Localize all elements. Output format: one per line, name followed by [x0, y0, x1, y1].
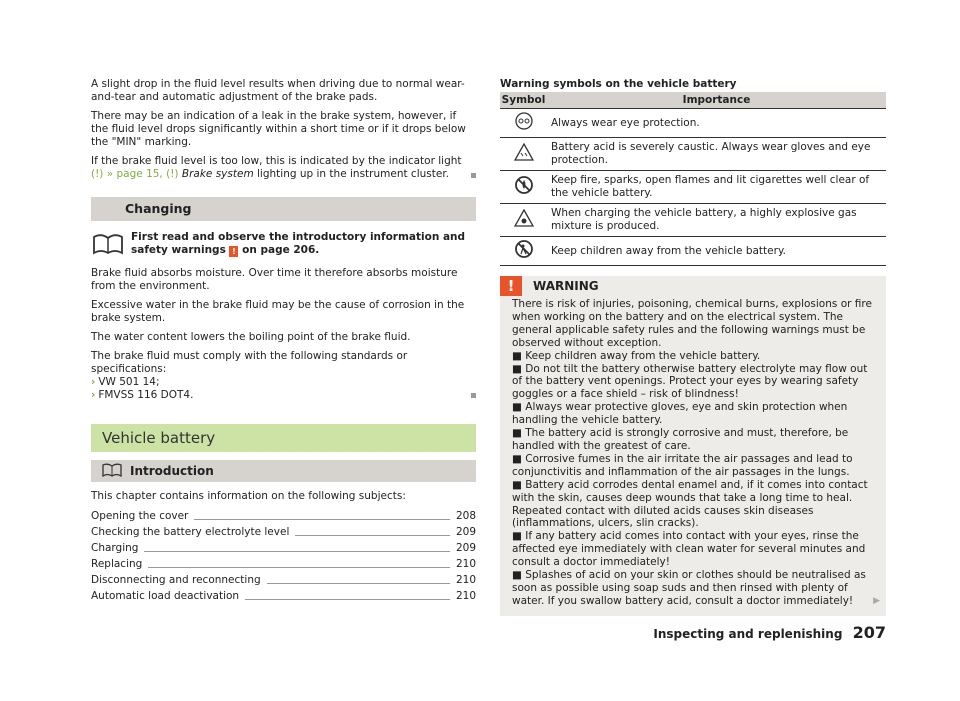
warning-header: [500, 276, 886, 296]
section-header-vehicle-battery: Vehicle battery: [91, 424, 476, 452]
row-text: Battery acid is severely caustic. Always wear gloves and eye protection.: [547, 138, 886, 171]
warning-bullet: ■ Splashes of acid on your skin or clothes should be neutralised as soon as possible using soap suds and then rinsed with plenty of water. If you swallow battery acid, consult a doctor immediately!: [512, 569, 866, 607]
warning-title: WARNING: [533, 279, 599, 293]
paragraph-leak: There may be an indication of a leak in the brake system, however, if the fluid level drops significantly within a short time or if it drops below the "MIN" marking.: [91, 110, 466, 148]
page-15-link[interactable]: » page 15,: [106, 168, 163, 180]
open-book-icon: [92, 233, 124, 255]
warning-bullet: ■ Do not tilt the battery otherwise battery electrolyte may flow out of the battery vent openings. Protect your eyes by wearing safety goggles or a face shield – risk of blindness!: [512, 362, 868, 401]
table-row: [500, 109, 886, 138]
brake-system-label: Brake system: [181, 168, 254, 180]
warning-bullet: ■ Keep children away from the vehicle battery.: [512, 349, 761, 362]
table-row: [500, 204, 886, 237]
open-book-icon: [102, 463, 122, 477]
row-text: Keep fire, sparks, open flames and lit cigarettes well clear of the vehicle battery.: [547, 171, 886, 204]
table-row: [500, 171, 886, 204]
column-header-importance: Importance: [547, 92, 886, 109]
toc-item[interactable]: Automatic load deactivation 210: [91, 590, 476, 602]
explosive-gas-icon: [514, 209, 534, 227]
row-text: When charging the vehicle battery, a highly explosive gas mixture is produced.: [547, 204, 886, 237]
warning-bullet: ■ The battery acid is strongly corrosive and must, therefore, be handled with the greatest of care.: [512, 427, 849, 452]
right-column: [500, 78, 886, 616]
toc-item[interactable]: Charging 209: [91, 542, 476, 554]
warning-bullet: ■ If any battery acid comes into contact with your eyes, rinse the affected eye immediately with clean water for several minutes and consult a doctor immediately!: [512, 530, 866, 569]
paragraph-boiling: The water content lowers the boiling point of the brake fluid.: [91, 331, 411, 343]
row-text: Keep children away from the vehicle battery.: [547, 237, 886, 266]
warning-body: [500, 296, 886, 608]
column-header-symbol: Symbol: [500, 92, 547, 109]
warning-icon: !: [229, 246, 238, 257]
footer-section-title: Inspecting and replenishing: [653, 627, 843, 641]
left-column: [91, 78, 476, 603]
chevron-right-icon: ›: [91, 376, 96, 388]
paragraph-corrosion: Excessive water in the brake fluid may be the cause of corrosion in the brake system.: [91, 299, 465, 324]
warning-symbols-table: [500, 92, 886, 266]
warning-intro: There is risk of injuries, poisoning, chemical burns, explosions or fire when working on the battery and on the electrical system. The general applicable safety rules and the following warnings must be observed without exception.: [512, 298, 872, 349]
warning-bullet: ■ Corrosive fumes in the air irritate the air passages and lead to conjunctivitis and inflammation of the air passages in the lungs.: [512, 452, 853, 478]
table-row: [500, 138, 886, 171]
warning-bullet: ■ Battery acid corrodes dental enamel and, if it comes into contact with the skin, causes deep wounds that take a long time to heal. Repeated contact with diluted acids causes skin diseases (inflammations, ulcers, slin cracks).: [512, 478, 868, 530]
row-text: Always wear eye protection.: [547, 109, 886, 138]
indicator-paragraph: [91, 155, 476, 181]
paragraph-indicator: If the brake fluid level is too low, this is indicated by the indicator light: [91, 155, 462, 167]
no-fire-icon: [515, 176, 533, 194]
toc-item[interactable]: Replacing 210: [91, 558, 476, 570]
introduction-title: Introduction: [130, 464, 214, 478]
introduction-header: [91, 460, 476, 482]
table-row: [500, 237, 886, 266]
section-header-changing: Changing: [91, 197, 476, 221]
page-footer: [653, 623, 886, 642]
intro-text: This chapter contains information on the following subjects:: [91, 490, 406, 502]
brake-warning-icon-2: (!): [166, 168, 179, 180]
toc-item[interactable]: Disconnecting and reconnecting 210: [91, 574, 476, 586]
warning-box: [500, 276, 886, 616]
toc-list: [91, 507, 476, 603]
warning-bullet: ■ Always wear protective gloves, eye and skin protection when handling the vehicle battery.: [512, 401, 848, 427]
spec-item: › FMVSS 116 DOT4.: [91, 389, 476, 402]
read-first-note: [91, 231, 476, 259]
warning-icon: !: [500, 276, 522, 296]
continue-arrow-icon: ▶: [873, 595, 880, 606]
keep-children-away-icon: [515, 240, 533, 258]
end-mark: [471, 393, 476, 398]
brake-warning-icon: (!): [91, 168, 104, 180]
table-title: Warning symbols on the vehicle battery: [500, 78, 737, 90]
spec-item: › VW 501 14;: [91, 376, 160, 388]
end-mark: [471, 173, 476, 178]
chevron-right-icon: ›: [91, 389, 96, 401]
paragraph-fluid-drop: A slight drop in the fluid level results when driving due to normal wear-and-tear and automatic adjustment of the brake pads.: [91, 78, 465, 103]
read-first-suffix: on page 206.: [242, 244, 320, 256]
paragraph-standards: The brake fluid must comply with the following standards or specifications:: [91, 350, 408, 375]
toc-item[interactable]: Checking the battery electrolyte level 209: [91, 526, 476, 538]
paragraph-moisture: Brake fluid absorbs moisture. Over time it therefore absorbs moisture from the environment.: [91, 267, 458, 292]
toc-item[interactable]: Opening the cover 208: [91, 510, 476, 522]
caustic-acid-icon: [514, 143, 534, 161]
read-first-text: First read and observe the introductory information and safety warnings: [131, 231, 466, 256]
indicator-suffix: lighting up in the instrument cluster.: [257, 168, 450, 180]
page-number: 207: [852, 623, 886, 642]
eye-protection-icon: [515, 112, 533, 130]
